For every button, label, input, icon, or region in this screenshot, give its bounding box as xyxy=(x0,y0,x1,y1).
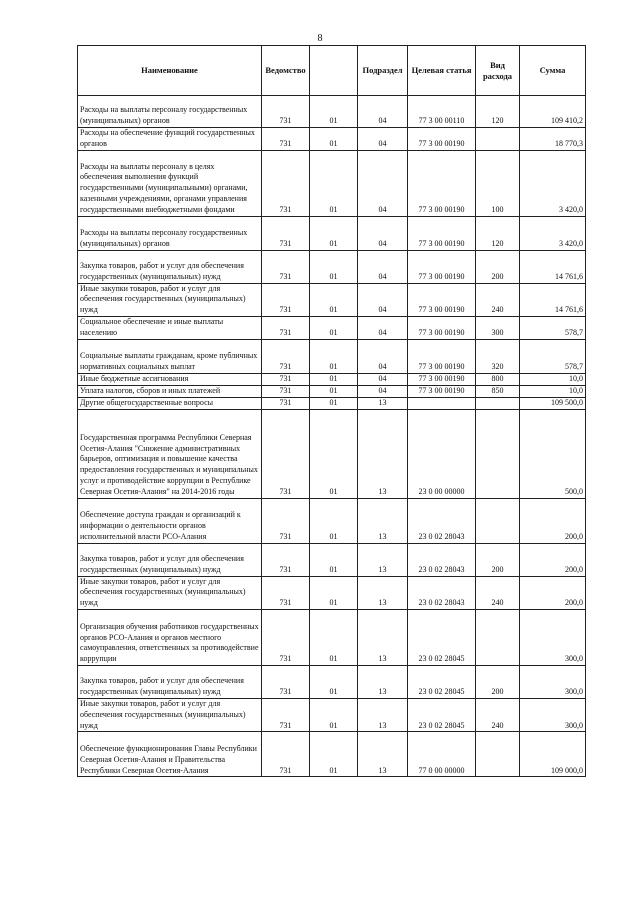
row-target-article: 77 3 00 00190 xyxy=(408,216,476,250)
row-target-article: 77 3 00 00110 xyxy=(408,96,476,128)
table-row xyxy=(78,609,586,665)
row-expense-type xyxy=(476,609,520,665)
row-target-article: 23 0 02 28045 xyxy=(408,609,476,665)
row-section: 01 xyxy=(310,732,358,777)
row-target-article: 77 3 00 00190 xyxy=(408,128,476,151)
row-target-article: 23 0 02 28045 xyxy=(408,665,476,698)
row-department: 731 xyxy=(262,216,310,250)
row-sum: 200,0 xyxy=(520,498,586,543)
row-target-article: 23 0 02 28043 xyxy=(408,543,476,576)
header-section xyxy=(310,46,358,96)
row-target-article: 77 3 00 00190 xyxy=(408,373,476,385)
row-target-article: 77 3 00 00190 xyxy=(408,316,476,339)
row-department: 731 xyxy=(262,373,310,385)
header-expense-type: Вид расхода xyxy=(476,46,520,96)
row-section: 01 xyxy=(310,339,358,373)
row-expense-type: 240 xyxy=(476,698,520,731)
row-name: Закупка товаров, работ и услуг для обеспечения государственных (муниципальных) нужд xyxy=(78,543,262,576)
row-expense-type: 200 xyxy=(476,665,520,698)
row-department: 731 xyxy=(262,732,310,777)
row-target-article: 77 3 00 00190 xyxy=(408,339,476,373)
row-subsection: 04 xyxy=(358,128,408,151)
header-subsection: Подраздел xyxy=(358,46,408,96)
row-expense-type: 800 xyxy=(476,373,520,385)
table-row xyxy=(78,339,586,373)
row-expense-type: 200 xyxy=(476,250,520,283)
row-subsection: 04 xyxy=(358,96,408,128)
row-expense-type: 320 xyxy=(476,339,520,373)
row-section: 01 xyxy=(310,543,358,576)
row-sum: 578,7 xyxy=(520,316,586,339)
row-sum: 14 761,6 xyxy=(520,250,586,283)
row-name: Обеспечение доступа граждан и организаций к информации о деятельности органов исполнительной власти РСО-Алания xyxy=(78,498,262,543)
row-name: Организация обучения работников государственных органов РСО-Алания и органов местного самоуправления, ответственных за противодействие коррупции xyxy=(78,609,262,665)
row-sum: 3 420,0 xyxy=(520,216,586,250)
row-sum: 300,0 xyxy=(520,665,586,698)
row-subsection: 04 xyxy=(358,150,408,216)
table-row xyxy=(78,409,586,498)
row-sum: 200,0 xyxy=(520,543,586,576)
row-name: Иные закупки товаров, работ и услуг для обеспечения государственных (муниципальных) нужд xyxy=(78,698,262,731)
row-section: 01 xyxy=(310,150,358,216)
row-expense-type: 200 xyxy=(476,543,520,576)
row-name: Уплата налогов, сборов и иных платежей xyxy=(78,385,262,397)
table-row xyxy=(78,150,586,216)
row-name: Обеспечение функционирования Главы Республики Северная Осетия-Алания и Правительства Республики Северная Осетия-Алания xyxy=(78,732,262,777)
row-target-article: 23 0 02 28043 xyxy=(408,576,476,609)
row-expense-type xyxy=(476,498,520,543)
row-sum: 109 000,0 xyxy=(520,732,586,777)
row-subsection: 04 xyxy=(358,283,408,316)
row-sum: 578,7 xyxy=(520,339,586,373)
table-row xyxy=(78,576,586,609)
row-expense-type: 850 xyxy=(476,385,520,397)
row-subsection: 13 xyxy=(358,498,408,543)
row-department: 731 xyxy=(262,250,310,283)
table-row xyxy=(78,283,586,316)
row-target-article: 23 0 02 28045 xyxy=(408,698,476,731)
row-department: 731 xyxy=(262,698,310,731)
row-sum: 14 761,6 xyxy=(520,283,586,316)
row-name: Расходы на выплаты персоналу в целях обеспечения выполнения функций государственными (муниципальными) органами, казенными учреждениями, органами управления государственными внебюджетными фондами xyxy=(78,150,262,216)
table-row xyxy=(78,250,586,283)
row-sum: 109 500,0 xyxy=(520,397,586,409)
row-department: 731 xyxy=(262,339,310,373)
row-name: Государственная программа Республики Северная Осетия-Алания "Снижение административных барьеров, оптимизация и повышение качества предоставления государственных и муниципальных услуг и противодействие коррупции в Республике Северная Осетия-Алания" на 2014-2016 годы xyxy=(78,409,262,498)
row-target-article: 77 3 00 00190 xyxy=(408,250,476,283)
row-subsection: 13 xyxy=(358,698,408,731)
table-row xyxy=(78,385,586,397)
row-subsection: 04 xyxy=(358,316,408,339)
row-section: 01 xyxy=(310,316,358,339)
row-sum: 109 410,2 xyxy=(520,96,586,128)
row-expense-type: 100 xyxy=(476,150,520,216)
row-subsection: 13 xyxy=(358,576,408,609)
table-row xyxy=(78,698,586,731)
row-expense-type xyxy=(476,409,520,498)
row-subsection: 04 xyxy=(358,373,408,385)
row-sum: 300,0 xyxy=(520,609,586,665)
row-name: Расходы на обеспечение функций государственных органов xyxy=(78,128,262,151)
row-section: 01 xyxy=(310,409,358,498)
row-expense-type: 300 xyxy=(476,316,520,339)
table-row xyxy=(78,732,586,777)
row-section: 01 xyxy=(310,216,358,250)
row-subsection: 13 xyxy=(358,732,408,777)
row-subsection: 13 xyxy=(358,397,408,409)
row-name: Иные бюджетные ассигнования xyxy=(78,373,262,385)
row-name: Другие общегосударственные вопросы xyxy=(78,397,262,409)
row-expense-type xyxy=(476,397,520,409)
row-expense-type: 240 xyxy=(476,576,520,609)
table-row xyxy=(78,128,586,151)
row-name: Социальное обеспечение и иные выплаты населению xyxy=(78,316,262,339)
row-department: 731 xyxy=(262,385,310,397)
row-department: 731 xyxy=(262,283,310,316)
page-number: 8 xyxy=(317,33,323,44)
row-sum: 10,0 xyxy=(520,385,586,397)
row-department: 731 xyxy=(262,316,310,339)
row-sum: 200,0 xyxy=(520,576,586,609)
row-subsection: 13 xyxy=(358,609,408,665)
row-section: 01 xyxy=(310,397,358,409)
row-target-article: 77 0 00 00000 xyxy=(408,732,476,777)
row-department: 731 xyxy=(262,397,310,409)
row-section: 01 xyxy=(310,576,358,609)
row-name: Иные закупки товаров, работ и услуг для обеспечения государственных (муниципальных) нужд xyxy=(78,576,262,609)
table-row xyxy=(78,216,586,250)
row-name: Социальные выплаты гражданам, кроме публичных нормативных социальных выплат xyxy=(78,339,262,373)
row-section: 01 xyxy=(310,373,358,385)
row-expense-type: 120 xyxy=(476,216,520,250)
row-department: 731 xyxy=(262,96,310,128)
table-row xyxy=(78,96,586,128)
row-name: Расходы на выплаты персоналу государственных (муниципальных) органов xyxy=(78,216,262,250)
row-subsection: 04 xyxy=(358,339,408,373)
budget-table xyxy=(77,45,586,777)
row-section: 01 xyxy=(310,698,358,731)
row-department: 731 xyxy=(262,543,310,576)
header-name: Наименование xyxy=(78,46,262,96)
header-target-article: Целевая статья xyxy=(408,46,476,96)
row-target-article: 77 3 00 00190 xyxy=(408,283,476,316)
row-department: 731 xyxy=(262,609,310,665)
row-section: 01 xyxy=(310,250,358,283)
header-sum: Сумма xyxy=(520,46,586,96)
table-row xyxy=(78,665,586,698)
row-department: 731 xyxy=(262,665,310,698)
row-department: 731 xyxy=(262,128,310,151)
row-department: 731 xyxy=(262,150,310,216)
row-subsection: 13 xyxy=(358,409,408,498)
row-section: 01 xyxy=(310,283,358,316)
row-sum: 18 770,3 xyxy=(520,128,586,151)
row-sum: 10,0 xyxy=(520,373,586,385)
table-row xyxy=(78,373,586,385)
row-sum: 300,0 xyxy=(520,698,586,731)
row-section: 01 xyxy=(310,385,358,397)
row-expense-type: 240 xyxy=(476,283,520,316)
table-row xyxy=(78,397,586,409)
row-expense-type xyxy=(476,128,520,151)
row-sum: 500,0 xyxy=(520,409,586,498)
row-subsection: 04 xyxy=(358,216,408,250)
table-row xyxy=(78,543,586,576)
row-subsection: 13 xyxy=(358,543,408,576)
row-subsection: 04 xyxy=(358,250,408,283)
row-department: 731 xyxy=(262,576,310,609)
row-section: 01 xyxy=(310,609,358,665)
row-section: 01 xyxy=(310,96,358,128)
row-target-article: 77 3 00 00190 xyxy=(408,150,476,216)
row-department: 731 xyxy=(262,409,310,498)
table-header-row xyxy=(78,46,586,96)
row-name: Расходы на выплаты персоналу государственных (муниципальных) органов xyxy=(78,96,262,128)
header-department: Ведомство xyxy=(262,46,310,96)
row-sum: 3 420,0 xyxy=(520,150,586,216)
table-row xyxy=(78,316,586,339)
row-target-article: 23 0 02 28043 xyxy=(408,498,476,543)
row-expense-type xyxy=(476,732,520,777)
row-expense-type: 120 xyxy=(476,96,520,128)
row-subsection: 13 xyxy=(358,665,408,698)
row-target-article xyxy=(408,397,476,409)
row-name: Иные закупки товаров, работ и услуг для обеспечения государственных (муниципальных) нужд xyxy=(78,283,262,316)
row-section: 01 xyxy=(310,665,358,698)
row-name: Закупка товаров, работ и услуг для обеспечения государственных (муниципальных) нужд xyxy=(78,250,262,283)
row-department: 731 xyxy=(262,498,310,543)
row-section: 01 xyxy=(310,498,358,543)
row-target-article: 77 3 00 00190 xyxy=(408,385,476,397)
row-name: Закупка товаров, работ и услуг для обеспечения государственных (муниципальных) нужд xyxy=(78,665,262,698)
row-target-article: 23 0 00 00000 xyxy=(408,409,476,498)
row-section: 01 xyxy=(310,128,358,151)
table-row xyxy=(78,498,586,543)
row-subsection: 04 xyxy=(358,385,408,397)
